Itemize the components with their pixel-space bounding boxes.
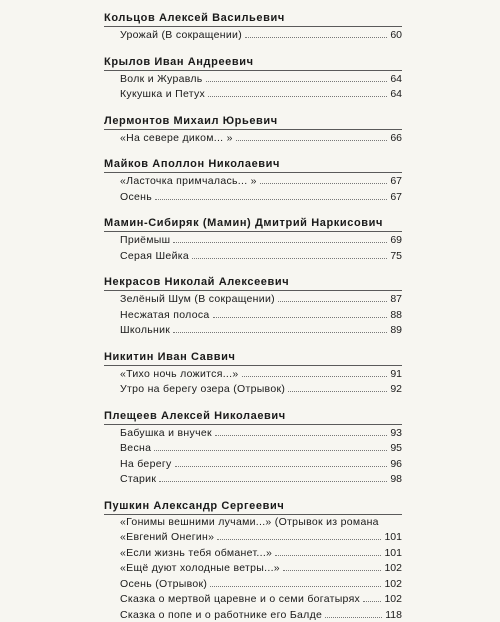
author-name: Мамин-Сибиряк (Мамин) Дмитрий Наркисович [104,215,402,232]
toc-entry[interactable] [104,86,402,102]
dot-leader [173,232,387,243]
author-name: Лермонтов Михаил Юрьевич [104,113,402,130]
author-name: Никитин Иван Саввич [104,349,402,366]
entry-page: 96 [390,457,402,472]
entry-page: 101 [384,530,402,545]
author-section [104,113,402,146]
entry-page: 88 [390,308,402,323]
entry-title: Весна [120,441,151,456]
dot-leader [382,515,399,525]
toc-entry[interactable] [104,591,402,607]
author-name: Плещеев Алексей Николаевич [104,408,402,425]
entry-title: Утро на берегу озера (Отрывок) [120,382,285,397]
toc-entry[interactable] [104,307,402,323]
entry-page: 60 [390,28,402,43]
dot-leader [154,440,387,451]
dot-leader [363,591,381,602]
dot-leader [275,545,381,556]
entry-title: Осень (Отрывок) [120,577,207,592]
toc-entry[interactable] [104,576,402,592]
dot-leader [283,560,382,571]
toc-entry[interactable] [104,560,402,576]
dot-leader [242,366,388,377]
entry-title: Волк и Журавль [120,72,203,87]
author-section [104,408,402,487]
entry-title: «Евгений Онегин» [120,530,214,545]
entry-page: 64 [390,72,402,87]
dot-leader [245,27,387,38]
dot-leader [208,86,387,97]
dot-leader [155,189,387,200]
entry-page: 69 [390,233,402,248]
author-section [104,498,402,622]
entry-title: «Тихо ночь ложится...» [120,367,239,382]
entry-title: Серая Шейка [120,249,189,264]
entry-page: 91 [390,367,402,382]
toc-entry[interactable] [104,232,402,248]
toc-entry[interactable] [104,545,402,561]
dot-leader [175,456,388,467]
entry-page: 93 [390,426,402,441]
author-section [104,274,402,338]
entry-title: «Гонимы вешними лучами...» (Отрывок из романа [120,515,379,530]
entry-title: На берегу [120,457,172,472]
entry-title: Сказка о попе и о работнике его Балде [120,608,322,622]
entry-page: 66 [390,131,402,146]
toc-entry[interactable] [104,515,402,530]
entry-title: Несжатая полоса [120,308,210,323]
dot-leader [213,307,388,318]
entry-page: 101 [384,546,402,561]
author-section [104,54,402,102]
author-name: Пушкин Александр Сергеевич [104,498,402,515]
author-name: Крылов Иван Андреевич [104,54,402,71]
author-section [104,10,402,43]
dot-leader [173,322,387,333]
entry-title: «Ласточка примчалась... » [120,174,257,189]
dot-leader [288,381,387,392]
dot-leader [260,173,388,184]
dot-leader [217,529,381,540]
toc-entry[interactable] [104,130,402,146]
toc-entry[interactable] [104,425,402,441]
dot-leader [278,291,387,302]
entry-title: Зелёный Шум (В сокращении) [120,292,275,307]
author-section [104,156,402,204]
entry-page: 95 [390,441,402,456]
author-name: Кольцов Алексей Васильевич [104,10,402,27]
author-section [104,215,402,263]
entry-page: 92 [390,382,402,397]
toc-entry[interactable] [104,322,402,338]
toc-entry[interactable] [104,381,402,397]
toc-entry[interactable] [104,607,402,622]
entry-title: «Ещё дуют холодные ветры...» [120,561,280,576]
entry-page: 102 [384,592,402,607]
entry-title: Кукушка и Петух [120,87,205,102]
author-name: Некрасов Николай Алексеевич [104,274,402,291]
entry-page: 64 [390,87,402,102]
entry-title: «На севере диком... » [120,131,233,146]
entry-title: Урожай (В сокращении) [120,28,242,43]
entry-title: «Если жизнь тебя обманет...» [120,546,272,561]
toc-entry[interactable] [104,366,402,382]
entry-page: 87 [390,292,402,307]
toc-entry[interactable] [104,529,402,545]
entry-page: 67 [390,174,402,189]
entry-page: 67 [390,190,402,205]
entry-page: 89 [390,323,402,338]
author-name: Майков Аполлон Николаевич [104,156,402,173]
entry-page: 75 [390,249,402,264]
dot-leader [325,607,382,618]
toc-entry[interactable] [104,248,402,264]
toc-entry[interactable] [104,189,402,205]
toc-entry[interactable] [104,456,402,472]
entry-page: 118 [385,608,402,622]
toc-entry[interactable] [104,291,402,307]
entry-title: Бабушка и внучек [120,426,212,441]
toc-entry[interactable] [104,440,402,456]
entry-title: Школьник [120,323,170,338]
entry-page: 102 [384,561,402,576]
dot-leader [159,471,387,482]
toc-entry[interactable] [104,173,402,189]
toc-entry[interactable] [104,471,402,487]
entry-title: Осень [120,190,152,205]
dot-leader [210,576,381,587]
entry-title: Сказка о мертвой царевне и о семи богатырях [120,592,360,607]
toc-entry[interactable] [104,27,402,43]
dot-leader [206,71,388,82]
dot-leader [215,425,387,436]
entry-page: 98 [390,472,402,487]
dot-leader [192,248,387,259]
entry-page: 102 [384,577,402,592]
dot-leader [236,130,388,141]
entry-title: Приёмыш [120,233,170,248]
toc-entry[interactable] [104,71,402,87]
entry-title: Старик [120,472,156,487]
author-section [104,349,402,397]
